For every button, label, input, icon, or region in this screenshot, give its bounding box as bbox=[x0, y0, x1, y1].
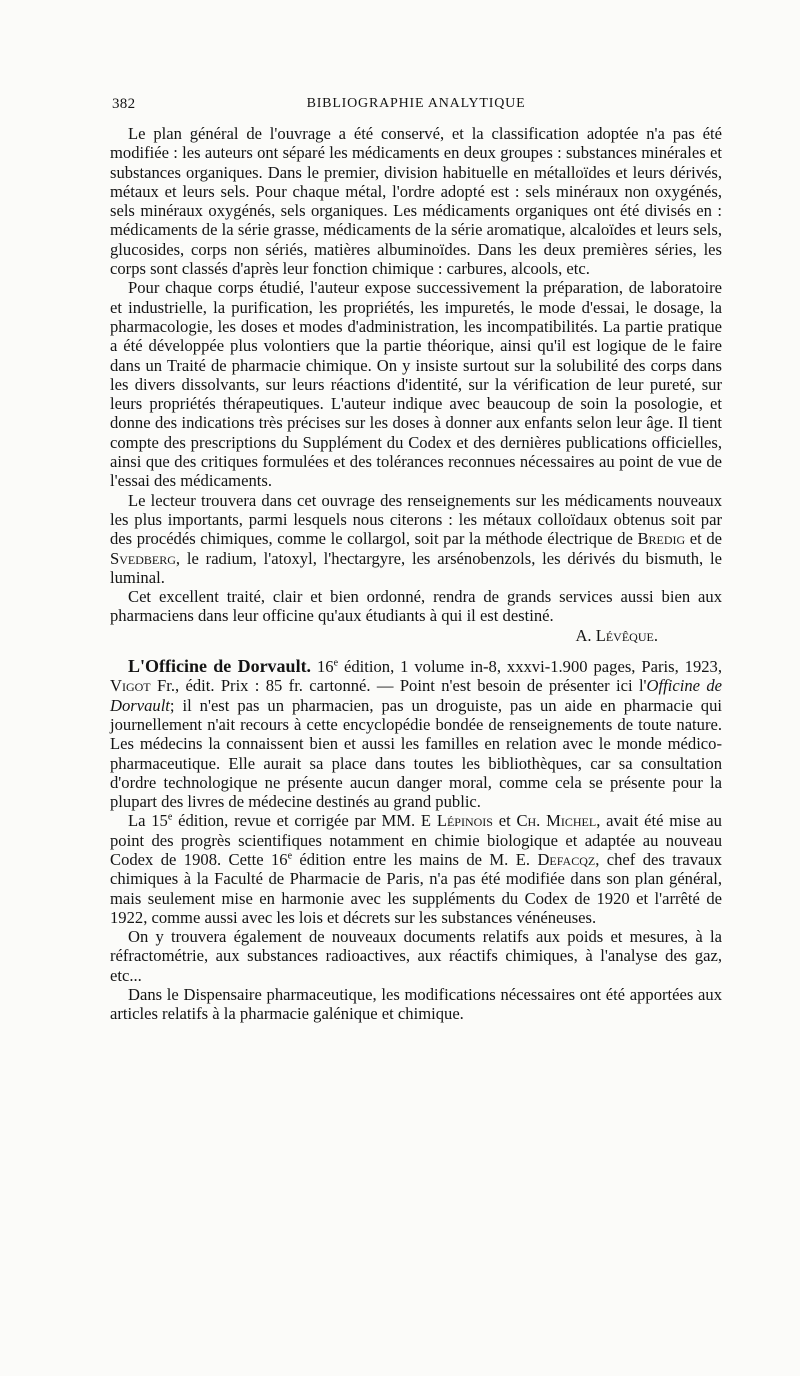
text-segment: Le lecteur trouvera dans cet ouvrage des renseignements sur les médicaments nouveaux les plus importants, parmi lesquels nous citerons : les métaux colloïdaux obtenus soit par des procédés chimiques, comme le collargol, soit par la méthode électrique de bbox=[110, 490, 722, 549]
review1-paragraph-2: Pour chaque corps étudié, l'auteur expose successivement la préparation, de laboratoire et industrielle, la purification, les propriétés, les impuretés, le mode d'essai, le dosage, la pharmacologie, les doses et modes d'administration, les incompatibilités. La partie pratique a été développée plus volontiers que la partie théorique, ainsi qu'il est logique de le faire dans un Traité de pharmacie chimique. On y insiste surtout sur la solubilité des corps dans les divers dissolvants, sur leurs réactions d'identité, sur la vérification de leur pureté, sur leurs propriétés thérapeutiques. L'auteur indique avec beaucoup de soin la posologie, et donne des indications très précises sur les doses à donner aux enfants selon leur âge. Il tient compte des prescriptions du Supplément du Codex et des dernières publications officielles, ainsi que des critiques formulées et des tolérances reconnues nécessaires au point de vue de l'essai des médicaments. bbox=[110, 278, 722, 491]
author-name-defacqz: Defacqz bbox=[537, 849, 596, 869]
page-body bbox=[110, 124, 722, 1024]
superscript: e bbox=[167, 811, 173, 823]
italic-book-title: Officine de Dorvault bbox=[110, 676, 722, 715]
text-segment: Fr., édit. Prix : 85 fr. cartonné. — Point n'est besoin de présenter ici l' bbox=[150, 676, 647, 696]
text-segment: , avait été mise au point des progrès scientifiques notamment en chimie biologique et adaptée au nouveau Codex de 1908. Cette 16 bbox=[110, 811, 722, 869]
text-segment: , le radium, l'atoxyl, l'hectargyre, les arsénobenzols, les dérivés du bismuth, le luminal. bbox=[110, 548, 722, 587]
author-name-lepinois: Lépinois bbox=[436, 811, 493, 831]
author-name-bredig: Bredig bbox=[637, 529, 686, 549]
review2-title: L'Officine de Dorvault. bbox=[128, 656, 312, 677]
publisher-name: Vigot bbox=[110, 676, 151, 696]
review2-paragraph-3: On y trouvera également de nouveaux documents relatifs aux poids et mesures, à la réfractométrie, aux substances radioactives, aux réactifs chimiques, à l'analyse des gaz, etc... bbox=[110, 927, 722, 985]
running-title: BIBLIOGRAPHIE ANALYTIQUE bbox=[306, 96, 526, 111]
review2-paragraph-1 bbox=[110, 657, 722, 811]
review1-signature: A. Lévêque. bbox=[575, 625, 658, 645]
page-header bbox=[112, 96, 720, 118]
text-segment: et bbox=[492, 811, 517, 831]
text-segment: , chef des travaux chimiques à la Faculté de Pharmacie de Paris, n'a pas été modifiée dans son plan général, mais seulement mise en harmonie avec les suppléments du Codex de 1920 et l'arrêté de 1922, comme aussi avec les lois et décrets sur les substances vénéneuses. bbox=[110, 849, 722, 927]
text-segment: édition entre les mains de M. E. bbox=[292, 849, 538, 869]
page-number: 382 bbox=[112, 96, 136, 112]
review1-paragraph-3 bbox=[110, 491, 722, 587]
author-name-svedberg: Svedberg bbox=[110, 548, 176, 568]
review1-paragraph-1: Le plan général de l'ouvrage a été conservé, et la classification adoptée n'a pas été modifiée : les auteurs ont séparé les médicaments en deux groupes : substances minérales et substances organiques. Dans le premier, division habituelle en métalloïdes et leurs dérivés, métaux et leurs sels. Pour chaque métal, l'ordre adopté est : sels minéraux non oxygénés, sels minéraux oxygénés, sels organiques. Les médicaments organiques ont été divisés en : médicaments de la série grasse, médicaments de la série aromatique, alcaloïdes et leurs sels, glucosides, corps non sériés, matières albuminoïdes. Dans les deux premières séries, les corps sont classés d'après leur fonction chimique : carbures, alcools, etc. bbox=[110, 124, 722, 279]
text-segment: édition, 1 volume in-8, xxxvi-1.900 pages, Paris, 1923, bbox=[338, 657, 722, 677]
review2-paragraph-4: Dans le Dispensaire pharmaceutique, les modifications nécessaires ont été apportées aux articles relatifs à la pharmacie galénique et chimique. bbox=[110, 985, 722, 1024]
text-segment: et de bbox=[685, 529, 723, 549]
text-segment: La 15 bbox=[128, 811, 168, 831]
superscript: e bbox=[333, 657, 339, 669]
review2-paragraph-2 bbox=[110, 811, 722, 927]
text-segment: 16 bbox=[311, 657, 334, 677]
text-segment: édition, revue et corrigée par MM. E bbox=[172, 811, 437, 831]
review1-paragraph-4: Cet excellent traité, clair et bien ordonné, rendra de grands services aussi bien aux pharmaciens dans leur officine qu'aux étudiants à qui il est destiné. bbox=[110, 587, 722, 626]
superscript: e bbox=[287, 850, 293, 862]
text-segment: ; il n'est pas un pharmacien, pas un droguiste, pas un aide en pharmacie qui journellement n'ait recours à cette encyclopédie bondée de renseignements de toute nature. Les médecins la connaissent bien et aussi les familles en relation avec le monde médico-pharmaceutique. Elle aurait sa place dans toutes les bibliothèques, car sa consultation d'ordre technologique ne présente aucun danger moral, comme cela se présente pour la plupart des livres de médecine destinés au grand public. bbox=[110, 695, 722, 812]
author-name-michel: Ch. Michel bbox=[516, 811, 597, 831]
